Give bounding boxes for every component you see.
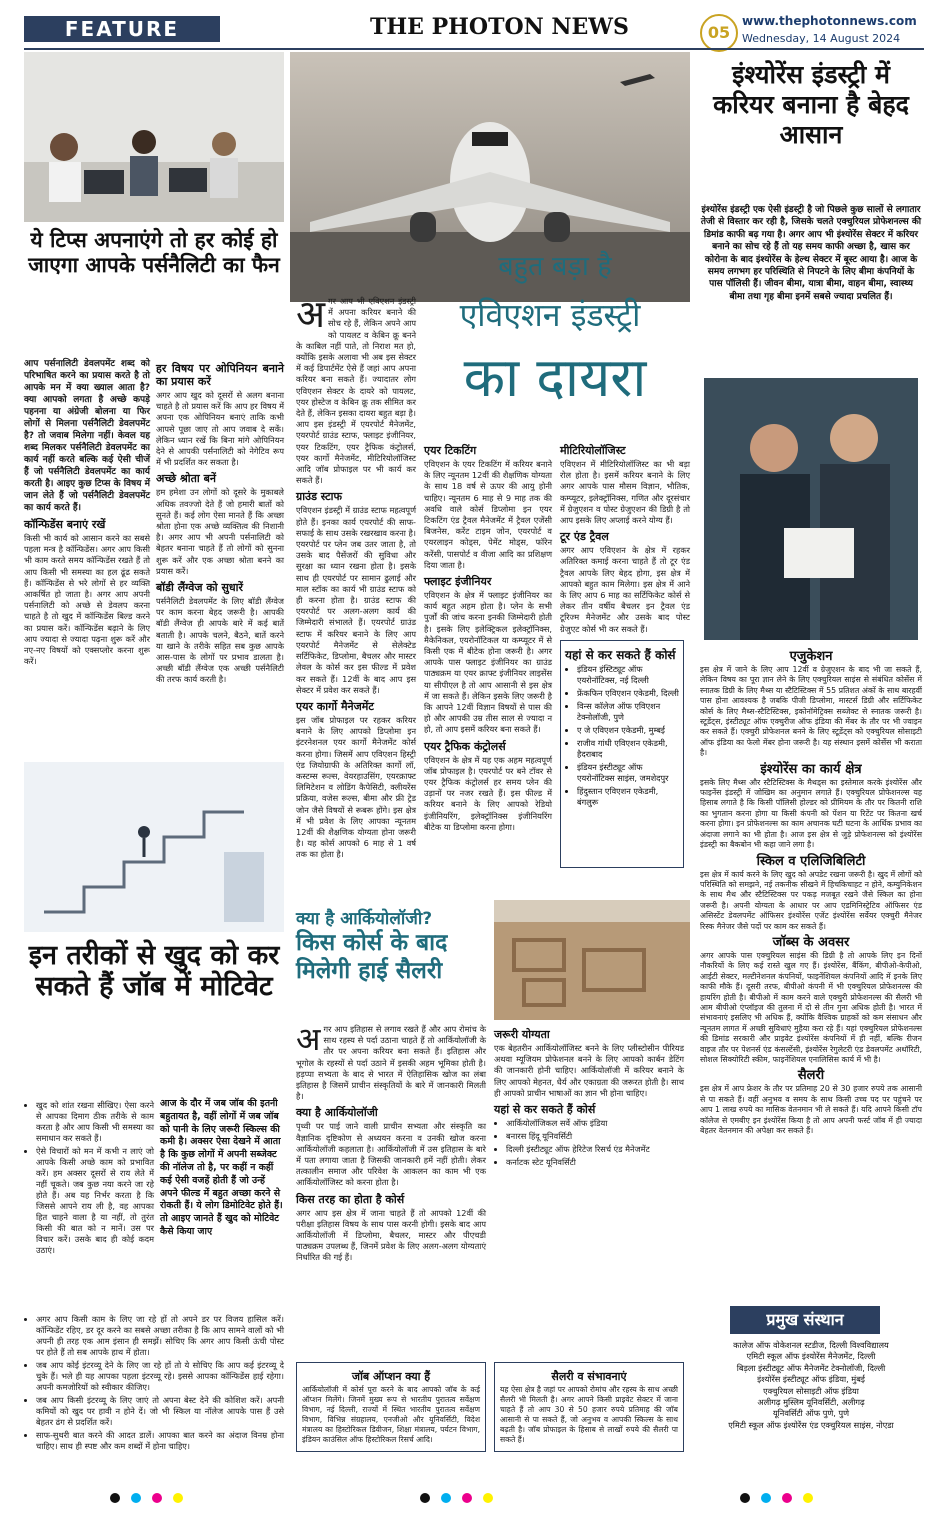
course-item: • इंडियन इंस्टिट्यूट ऑफ एयरोनॉटिक्स, नई दिल्ली	[577, 664, 679, 686]
jobs-heading: जॉब्स के अवसर	[772, 934, 850, 950]
work-text: इसके लिए मैथ्स और स्टैटिस्टिक्स के मैथड्स का इस्तेमाल करके इंश्योरेंस और फाइनेंस इंडस्ट्री में जोखिम का अनुमान लगाते हैं। एक्चुरियल प्रोफेशनल्स यह हिसाब लगाते है कि किसी पॉलिसी होल्डर को प्रीमियम के तौर पर कितनी राशि का भुगतान करना होगा या किसी कंपनी को पेंशन या रिटेंट पर कितना खर्च करना होगा। इन प्रोफेशनल्स का काम अचानक घटी घटना के आर्थिक प्रभाव का अंदाजा लगाने का भी होता है। आज इस क्षेत्र से जुड़े प्रोफेशनल्स को इंश्योरेंस इंडस्ट्री का बैकबोन भी कहा जाने लगा है।	[700, 777, 922, 850]
black-mark	[740, 1493, 750, 1503]
aviation-intro	[296, 292, 416, 486]
insurance-body	[700, 646, 922, 1136]
aviation-headline-3: का दायरा	[463, 346, 647, 409]
archaeology-col-1	[296, 1020, 486, 1267]
site-link[interactable]: www.thephotonnews.com	[742, 14, 917, 28]
registration-marks-center	[420, 1488, 499, 1507]
institute-item: यूनिवर्सिटी ऑफ पुणे, पुणे	[772, 1408, 850, 1419]
section-label: FEATURE	[24, 16, 220, 42]
stairs-illustration	[24, 762, 284, 932]
aviation-courses-title: यहां से कर सकते हैं कोर्स	[565, 648, 676, 662]
archaeology-elig-heading: जरूरी योग्यता	[494, 1028, 550, 1041]
yellow-mark	[483, 1493, 493, 1503]
masthead[interactable]: THE PHOTON NEWS	[370, 14, 629, 40]
atc-text: एविएशन के क्षेत्र में यह एक अहम महत्वपूर्ण जॉब प्रोफाइल है। एयरपोर्ट पर बने टॉवर से एयर ट्रैफिक कंट्रोलर्स हर समय प्लेन की उड़ानों पर नजर रखते हैं। इस फील्ड में करियर बनाने के लिए आपको रेडियो इंजीनियरिंग, इलेक्ट्रॉनिक्स इंजीनियरिंग बीटेक या डिप्लोमा करना होगा।	[424, 754, 552, 832]
personality-h3: अच्छे श्रोता बनें	[156, 472, 216, 486]
personality-headline: ये टिप्स अपनाएंगे तो हर कोई हो जाएगा आपके पर्सनैलिटी का फैन	[28, 228, 280, 277]
education-heading: एजुकेशन	[789, 649, 833, 664]
institutes-title: प्रमुख संस्थान	[730, 1306, 880, 1334]
magenta-mark	[462, 1493, 472, 1503]
stairs-icon	[24, 762, 284, 932]
meteorologist-heading: मीटिरियोलॉजिस्ट	[560, 444, 626, 457]
jobs-text: अगर आपके पास एक्चुरियल साइंस की डिग्री है तो आपके लिए इन दिनों नौकरियों के लिए कई रास्ते खुल गए हैं। इंश्योरेंस, बैंकिंग, बीपीओ-केपीओ, आईटी सेक्टर, मल्टीनेशनल कंपनियों, फाइनेंशियल कंपनियों आदि में इनके लिए काफी मौके हैं। दूसरी तरफ, बीपीओ कंपनी में भी एक्चुरियल प्रोफेशनल्स की हायरिंग होती है। बीपीओ में काम करने वाले एक्चुरी प्रोफेशनल्स की सैलरी भी आम बीपीओ एंप्लॉइज की तुलना में दो से तीन गुना अधिक होती है। भारत में संभावनाएं इसलिए भी अधिक हैं, क्योंकि वैश्विक ग्राहकों को कम संसाधन और न्यूनतम लागत में अच्छी सुविधाएं मुहैया करा रहे हैं। यहां एक्चुरियल प्रोफेशनल्स की डिमांड सरकारी और प्राइवेट इंश्योरेंस कंपनियों में ही नहीं, बल्कि रीजन वाइज तौर पर पेशनर्स एंड कंसल्टेंसी, इंश्योरेंस रेगुलेटरी एंड डेवलपमेंट अथॉरिटी, सोशल सिक्योरिटी स्कीम, फाइनेंशियल एनालिसिस कार्य में भी है।	[700, 950, 922, 1064]
personality-h2: हर विषय पर ओपिनियन बनाने का प्रयास करें	[156, 362, 284, 388]
skill-text: इस क्षेत्र में कार्य करने के लिए खुद को अपडेट रखना जरूरी है। खुद में लोगों को परिस्थिति को समझने, नई तकनीक सीखने में हिचकिचाहट न होने, कम्युनिकेशन के साथ मैथ और स्टैटिस्टिक्स पर पकड़ मजबूत रखने जैसे स्किल का होना जरूरी है। अपनी योग्यता के आधार पर आप एडमिनिस्ट्रेटिव ऑफिसर एंड असिस्टेंट डेवलपमेंट ऑफिसर इंश्योरेंस एजेंट इंश्योरेंस सर्वेयर एक्चुरी मैनेजर रिस्क मैनेजर जैसे पदों पर काम कर सकते हैं।	[700, 869, 922, 931]
motivate-quote: आज के दौर में जब जॉब की इतनी बहुतायत है, वहीं लोगों में जब जॉब को पानी के लिए जरूरी स्किल्स की कमी है। अक्सर ऐसा देखने में आता है कि कुछ लोगों में अपनी सब्जेक्ट की नॉलेज तो है, पर कहीं न कहीं कई ऐसी वजहें होती हैं जो उन्हें अपने फील्ड में बहुत अच्छा करने से रोकती हैं। ये लोग डिमोटिवेट होते हैं। तो आइए जानते हैं खुद को मोटिवेट कैसे किया जाए	[160, 1098, 283, 1237]
personality-h4: बॉडी लैंग्वेज को सुधारें	[156, 581, 244, 595]
archaeology-what-heading: क्या है आर्कियोलॉजी	[296, 1106, 378, 1120]
archaeology-salary-box	[494, 1362, 684, 1452]
archaeology-salary-title: सैलरी व संभावनाएं	[551, 1370, 627, 1383]
course-item: • फ्रेंकफिन एविएशन एकेडमी, दिल्ली	[577, 688, 679, 699]
institute-item: एमिटी स्कूल ऑफ इंश्योरेंस मैनेजमेंट, दिल्ली	[746, 1351, 876, 1362]
archaeology-inst-list	[506, 1118, 684, 1168]
institute-item: कालेज ऑफ वोकेशनल स्टडीज, दिल्ली विश्वविद्यालय	[733, 1340, 889, 1350]
ground-staff-heading: ग्राउंड स्टाफ	[296, 490, 342, 504]
tour-travel-heading: टूर एंड ट्रैवल	[560, 530, 609, 544]
cyan-mark	[761, 1493, 771, 1503]
cyan-mark	[441, 1493, 451, 1503]
personality-p2: अगर आप खुद को दूसरों से अलग बनाना चाहते है तो प्रयास करें कि आप हर विषय में अपना एक ओपिनियन बनाएं ताकि कभी आपसे पूछा जाए तो आप जवाब दे सकें। लेकिन ध्यान रखें कि बिना मांगे ओपिनियन देने से आपकी पर्सनालिटी को नेगेटिव रूप में भी प्रदर्शित कर सकता है।	[156, 390, 284, 468]
excavation-photo	[494, 900, 690, 1020]
archaeology-inst-item: • आर्कियोलॉजिकल सर्वे ऑफ इंडिया	[506, 1118, 684, 1129]
personality-col-1	[24, 358, 150, 670]
course-item: • विन्स कॉलेज ऑफ एविएशन टेक्नोलॉजी, पुणे	[577, 701, 679, 723]
cargo-text: इस जॉब प्रोफाइल पर रहकर करियर बनाने के लिए आपको डिप्लोमा इन इंटरनेशनल एयर कार्गो मैनेजमेंट कोर्स करना होगा। जिसमें आप एविएशन हिस्ट्री एंड जियोग्राफी के अतिरिक्त कार्गो लॉ, कस्टम्स रूल्स, वेयरहाउसिंग, एयरक्राफ्ट लिमिटेशन व लोडिंग कैपेसिटी, क्लीयरेंस प्रक्रिया, वजेस रूल्स, बीमा और फ्री ट्रेड जोन जैसे विषयों से रूबरू होंगे। इस क्षेत्र में भी प्रवेश के लिए आपका न्यूनतम 12वीं की शैक्षणिक योग्यता होना जरूरी है। यह कोर्स आपको 6 माह से 1 वर्ष तक का होता है।	[296, 714, 416, 860]
archaeology-col-2	[494, 1024, 684, 1170]
course-item: • राजीव गांधी एविएशन एकेडमी, हैदराबाद	[577, 738, 679, 760]
motivate-point: • खुद को शांत रखना सीखिए। ऐसा करने से आपका दिमाग ठीक तरीके से काम करता है और आप किसी भी समस्या का समाधान कर सकते हैं।	[36, 1100, 154, 1144]
archaeology-course-text: अगर आप इस क्षेत्र में जाना चाहते हैं तो आपको 12वीं की परीक्षा इतिहास विषय के साथ पास करनी होगी। इसके बाद आप आर्कियोलॉजी में डिप्लोमा, बैचलर, मास्टर और पीएचडी पाठ्यक्रम उपलब्ध हैं, जिनमें प्रवेश के लिए अलग-अलग योग्यताएं निर्धारित की गई हैं।	[296, 1207, 486, 1263]
atc-heading: एयर ट्रैफिक कंट्रोलर्स	[424, 739, 506, 753]
aviation-dropcap: अ	[296, 292, 326, 336]
archaeology-inst-item: • बनारस हिंदू यूनिवर्सिटी	[506, 1131, 684, 1142]
aviation-intro-text: गर आप भी एविएशन इंडस्ट्री में अपना करियर बनाने की सोच रहे हैं, लेकिन अपने आप को पायलट व केबिन क्रू बनने के काबिल नहीं पाते, तो निराश मत हो, क्योंकि इसके अलावा भी अब इस सेक्टर में कई डिपार्टमेंट ऐसे हैं जहां आप अपना करियर बना सकते हैं। ज्यादातर लोग एविएशन सेक्टर के दायरे को पायलट, एयर होस्टेज व केबिन क्रू तक सीमित कर देते हैं, लेकिन इसका दायरा बहुत बड़ा है। आप इस इंडस्ट्री में एयरपोर्ट मैनेजमेंट, एयरपोर्ट ग्राउंड स्टाफ, फ्लाइट इंजीनियर, एयर टिकटिंग, एयर ट्रैफिक कंट्रोलर्स, एयर कार्गो मैनेजमेंट, मीटिरियोलॉजिस्ट आदि जॉब प्रोफाइल पर भी कार्य कर सकते हैं।	[296, 296, 416, 486]
archaeology-jobs-title: जॉब ऑप्शन क्या हैं	[351, 1370, 431, 1383]
insurance-intro: इंश्योरेंस इंडस्ट्री एक ऐसी इंडस्ट्री है जो पिछले कुछ सालों से लगातार तेजी से विस्तार कर रही है, जिसके चलते एक्चुरियल प्रोफेशनल्स की डिमांड काफी बढ़ गया है। अगर आप भी इंश्योरेंस सेक्टर में करियर बनाने का सोच रहे हैं तो यह समय काफी अच्छा है, खास कर कोरोना के बाद इंश्योरेंस के हेल्थ सेक्टर में बूस्ट आया है। आज के समय लगभग हर परिस्थिति से निपटने के लिए बीमा कंपनियों के पास पॉलिसी हैं। जीवन बीमा, यात्रा बीमा, वाहन बीमा, स्वास्थ्य बीमा तथा गृह बीमा इनमें सबसे ज्यादा प्रचलित हैं।	[700, 205, 922, 302]
ground-staff-text: एविएशन इंडस्ट्री में ग्राउंड स्टाफ महत्वपूर्ण होते हैं। इनका कार्य एयरपोर्ट की साफ-सफाई के साथ उसके रखरखाव करना है। एयरपोर्ट पर प्लेन जब उतर जाता है, तो उसके बाद पैसेंजरों की सुविधा और सुरक्षा का ध्यान रखना होता है। इसके साथ ही एयरपोर्ट पर सामान ढुलाई और माल स्टॉक का कार्य भी ग्राउंड स्टाफ को ही करना होता है। ग्राउंड स्टाफ की एयरपोर्ट पर अलग-अलग कार्य की जिम्मेदारी संभालते हैं। एयरपोर्ट ग्राउंड स्टाफ में करियर बनाने के लिए आप एयरपोर्ट मैनेजमेंट से सेलेक्टेड सर्टिफिकेट, डिप्लोमा, बैचलर और मास्टर लेवल के कोर्स कर इस फील्ड में प्रवेश कर सकते हैं। 12वीं के बाद आप इस सेक्टर में प्रवेश कर सकते हैं।	[296, 505, 416, 695]
office-photo	[24, 52, 284, 222]
aviation-headline-1: बहुत बड़ा है	[498, 251, 612, 282]
motivate-points-2	[36, 1314, 284, 1452]
yellow-mark	[173, 1493, 183, 1503]
work-heading: इंश्योरेंस का कार्य क्षेत्र	[760, 761, 862, 777]
personality-col-2	[156, 358, 284, 689]
aviation-courses-list	[577, 664, 679, 808]
aviation-courses-box	[560, 640, 684, 868]
excavation-illustration	[494, 900, 690, 1020]
motivate-col-1	[24, 1098, 154, 1258]
businessmen-illustration	[704, 378, 918, 640]
tour-travel-text: अगर आप एविएशन के क्षेत्र में रहकर अतिरिक्त कमाई करना चाहते हैं तो टूर एंड ट्रैवल आपके लिए बेहद होगा, इस क्षेत्र में आपको बहुत काम मिलेगा। इस क्षेत्र में आने के लिए आप 6 माह का सर्टिफिकेट कोर्स से लेकर तीन वर्षीय बैचलर इन ट्रैवल एंड टूरिज्म मैनेजमेंट और उसके बाद पोस्ट ग्रेजुएट कोर्स भी कर सकते हैं।	[560, 545, 690, 634]
page-number: 05	[700, 14, 738, 52]
black-mark	[110, 1493, 120, 1503]
office-illustration	[24, 52, 284, 222]
personality-p4: पर्सनैलिटी डेवलपमेंट के लिए बॉडी लैंग्वेज पर काम करना बेहद जरूरी है। आपकी बॉडी लैंग्वेज ही आपके बारे में कई बातें बताती है। आपके चलने, बैठने, बातें करने या खाने के तरीके सहित सब कुछ आपके आस-पास के लोगों पर प्रभाव डालता है। अच्छी बॉडी लैंग्वेज एक अच्छी पर्सनैलिटी की तरफ कार्य करती है।	[156, 596, 284, 685]
institute-item: अलीगढ़ मुस्लिम यूनिवर्सिटी, अलीगढ़	[757, 1397, 865, 1408]
archaeology-headline: किस कोर्स के बाद मिलेगी हाई सैलरी	[296, 930, 448, 984]
institute-item: एमिटी स्कूल ऑफ इंश्योरेंस एंड एक्चुरियल साइंस, नोएडा	[728, 1419, 894, 1430]
motivate-point: • जब आप कोई इंटरव्यू देने के लिए जा रहे हों तो ये सोचिए कि आप कई इंटरव्यू दे चुके हैं। भले ही यह आपका पहला इंटरव्यू रहे। इससे आपका कॉन्फिडेंस हाई रहेगा। अपनी कमजोरियों को स्वीकार कीजिए।	[36, 1360, 284, 1393]
header-rule	[24, 48, 924, 50]
motivate-headline: इन तरीकों से खुद को कर सकते हैं जॉब में मोटिवेट	[28, 940, 280, 1003]
businessmen-photo	[704, 378, 918, 640]
motivate-point: • ऐसे विचारों को मन में कभी न लाएं जो आपके किसी अच्छे काम को प्रभावित करें। हम अक्सर दूसरों से राय लेते में नहीं चूकते। जब कुछ नया करने जा रहे होते हैं। अब यह निर्भर करता है कि जिससे आपने राय ली है, वह आपका हित चाहने वाला है या नहीं, तो तुरंत किसी की बात को न मानें। उस पर विचार करें। उसके बाद ही कोई कदम उठाएं।	[36, 1146, 154, 1256]
personality-p1: किसी भी कार्य को आसान करने का सबसे पहला मन्त्र है कॉन्फिडेंस। अगर आप किसी भी काम करते समय कॉन्फिडेंस रखते हैं तो आप किसी भी समस्या का हल ढूंढ सकते हैं। कॉन्फिडेंस से भरे लोगों से हर व्यक्ति आकर्षित हो जाता है। अगर आप अपनी पर्सनालिटी को अच्छे से डेवलप करना चाहते है तो खुद में कॉन्फिडेंस बिल्ड करने का प्रयास करें। कॉन्फिडेंस बढ़ाने के लिए आप ज्यादा से ज्यादा पढ़ना शुरू करें और नए-नए विषयों को एक्सप्लोर करना शुरू करें।	[24, 533, 150, 667]
motivate-point: • साफ-सुथरी बात करने की आदत डालें। आपका बात करने का अंदाज विनम्र होना चाहिए। साथ ही स्पष्ट और कम शब्दों में होना चाहिए।	[36, 1430, 284, 1452]
aviation-col-2	[424, 440, 552, 836]
ticketing-text: एविएशन के एयर टिकटिंग में करियर बनाने के लिए न्यूनतम 12वीं की शैक्षणिक योग्यता के साथ 18 वर्ष से ऊपर की आयु होनी चाहिए। न्यूनतम 6 माह से 9 माह तक की अवधि वाले कोर्स डिप्लोमा इन एयर टिकटिंग एंड ट्रैवल मैनेजमेंट में ट्रैवल एजेंसी बिजनेस, करेंट टाइम जोन, एयरपोर्ट व एयरलाइन कोड्स, पेमेंट मोड्स, फॉरेन करेंसी, पासपोर्ट व वीजा आदि का प्रशिक्षण दिया जाता है।	[424, 459, 552, 570]
archaeology-inst-item: • कर्नाटक स्टेट यूनिवर्सिटी	[506, 1157, 684, 1168]
magenta-mark	[782, 1493, 792, 1503]
archaeology-what-text: पृथ्वी पर पाई जाने वाली प्राचीन सभ्यता और संस्कृति का वैज्ञानिक दृष्टिकोण से अध्ययन करना व उनकी खोज करना आर्कियोलॉजी कहलाता है। आर्कियोलॉजी में उस इतिहास के बारे में पता लगाया जाता है जिसकी जानकारी हमें नहीं होती। लेकर तत्कालीन समाज और परिवेश के आकलन का काम भी एक आर्कियोलॉजिस्ट को करना होता है।	[296, 1121, 486, 1188]
registration-marks	[110, 1488, 189, 1507]
aviation-headline-2: एविएशन इंडस्ट्री	[459, 296, 641, 334]
motivate-point: • अगर आप किसी काम के लिए जा रहे हों तो अपने डर पर विजय हासिल करें। कॉन्फिडेंट रहिए, डर दूर करने का सबसे अच्छा तरीका है कि आप सामने वालों को भी अपनी ही तरह एक आम इंसान ही समझें। सोचिए कि अगर आप किसी ऊंची पोस्ट पर होते हैं तो सब आपके हाथ में होता।	[36, 1314, 284, 1358]
institutes-list	[700, 1340, 922, 1431]
course-item: • इंडियन इंस्टीट्यूट ऑफ एयरोनॉटिक्स साइंस, जमशेदपुर	[577, 762, 679, 784]
archaeology-kicker: क्या है आर्कियोलॉजी?	[296, 909, 433, 929]
motivate-points	[36, 1100, 154, 1256]
course-item: • ए जे एविएशन एकेडमी, मुम्बई	[577, 725, 679, 736]
archaeology-jobs-text: आर्कियोलॉजी में कोर्स पूरा करने के बाद आपको जॉब के कई ऑप्शन मिलेंगे। जिनमें मुख्य रूप से भारतीय पुरातत्व सर्वेक्षण विभाग, नई दिल्ली, राज्यों में स्थित भारतीय पुरातत्व सर्वेक्षण विभाग, विभिन्न संग्रहालय, एनजीओ और यूनिवर्सिटी, विदेश मंत्रालय का हिस्टोरिकल डिवीजन, शिक्षा मंत्रालय, पर्यटन विभाग, इंडियन काउंसिल ऑफ हिस्टोरिकल रिसर्च आदि।	[302, 1385, 480, 1444]
salary-heading: सैलरी	[797, 1068, 825, 1084]
insurance-headline: इंश्योरेंस इंडस्ट्री में करियर बनाना है बेहद आसान	[713, 60, 909, 149]
cargo-heading: एयर कार्गो मैनेजमेंट	[296, 699, 374, 713]
salary-text: इस क्षेत्र में आप फ्रेशर के तौर पर प्रतिमाह 20 से 30 हजार रुपये तक आसानी से पा सकते हैं। वहीं अनुभव व समय के साथ किसी उच्च पद पर पहुंचने पर आप 1 लाख रुपये का मासिक वेतनमान भी ले सकते हैं। यदि आपने किसी टॉप कॉलेज से एमबीए इन इंश्योरेंस किया है तो आप अपनी फर्स्ट जॉब में ही ज्यादा बेहतर वेतनमान की अपेक्षा कर सकते हैं।	[700, 1084, 922, 1136]
archaeology-course-heading: किस तरह का होता है कोर्स	[296, 1192, 405, 1206]
aviation-col-1	[296, 292, 416, 864]
skill-heading: स्किल व एलिजिबिलिटी	[756, 853, 866, 869]
cyan-mark	[131, 1493, 141, 1503]
motivate-col-2	[24, 1312, 284, 1454]
flight-engineer-text: एविएशन के क्षेत्र में फ्लाइट इंजीनियर का कार्य बहुत अहम होता है। प्लेन के सभी पुर्जों की जांच करना इनकी जिम्मेदारी होती है। इसके लिए इलेक्ट्रिकल इलेक्ट्रॉनिक्स, मैकेनिकल, एयरोनॉटिकल या कम्प्यूटर में से किसी एक में बीटेक होना जरूरी है। अगर आपके पास फ्लाइट इंजीनियर का ग्राउंड पाठ्यक्रम या एयर क्राफ्ट इंजीनियर लाइसेंस या सीपीएल है तो आप आसानी से इस क्षेत्र में जा सकते हैं। लेकिन इसके लिए जरूरी है कि आपने 12वीं विज्ञान विषयों से पास की हो और आपकी उम्र तीस साल से ज्यादा न हो, तो आप इसमें करियर बना सकते हैं।	[424, 590, 552, 735]
archaeology-jobs-box	[296, 1362, 486, 1452]
magenta-mark	[152, 1493, 162, 1503]
archaeology-inst-item: • दिल्ली इंस्टीट्यूट ऑफ हेरिटेज रिसर्च एंड मैनेजमेंट	[506, 1144, 684, 1155]
archaeology-inst-title: यहां से कर सकते हैं कोर्स	[494, 1103, 596, 1117]
personality-p3: हम हमेशा उन लोगों को दूसरे के मुकाबले अधिक तवज्जो देते हैं जो हमारी बातों को सुनते हैं। कई लोग ऐसा मानते हैं कि अच्छा श्रोता होना एक अच्छे व्यक्तित्व की निशानी है। अगर आप भी अपनी पर्सनालिटी को बेहतर बनाना चाहते हैं तो लोगों को सुनना शुरू करें और एक अच्छा श्रोता बनने का प्रयास करें।	[156, 487, 284, 576]
personality-h1: कॉन्फिडेंस बनाएं रखें	[24, 518, 106, 531]
institute-item: बिड़ला इंस्टीट्यूट ऑफ मैनेजमेंट टेक्नोलॉजी, दिल्ली	[736, 1362, 886, 1373]
black-mark	[420, 1493, 430, 1503]
institute-item: एक्चुरियल सोसाइटी ऑफ इंडिया	[763, 1385, 859, 1396]
personality-intro: आप पर्सनालिटी डेवलपमेंट शब्द को परिभाषित करने का प्रयास करते है तो आपके मन में क्या ख्याल आता है? क्या आपको लगता है अच्छे कपड़े पहनना या अंग्रेजी बोलना या फिर लोगों से मिलना पर्सनैलिटी डेवलपमेंट है? तो जवाब मिलेगा नहीं। केवल यह शब्द मिलकर पर्सनैलिटी डेवलपमेंट का कार्य नहीं करते बल्कि कई ऐसी चीजें हैं जो पर्सनैलिटी डेवलपमेंट का कार्य करती है। आइए कुछ टिप्स के विषय में जान लेते हैं जो पर्सनैलिटी डेवलपमेंट का कार्य करते हैं।	[24, 359, 150, 513]
archaeology-intro-text: गर आप इतिहास से लगाव रखते हैं और आप रोमांच के साथ रहस्य से पर्दा उठाना चाहते हैं तो आर्कियोलॉजी के तौर पर अपना करियर बना सकते हैं। इतिहास और भूगोल के रहस्यों से पर्दा उठाने में इसकी अहम भूमिका होती है। हड़प्पा सभ्यता के बाद से भारत में ऐतिहासिक खोज का लंबा इतिहास है जिसमें प्राचीन संस्कृतियों के बारे में जानकारी मिलती है।	[296, 1024, 486, 1102]
yellow-mark	[803, 1493, 813, 1503]
archaeology-dropcap: अ	[296, 1020, 321, 1058]
education-text: इस क्षेत्र में जाने के लिए आप 12वीं व ग्रेजुएशन के बाद भी जा सकते हैं, लेकिन विषय का पूरा ज्ञान लेने के लिए एक्चुरियल साइंस से संबंधित कोर्सेस में स्नातक डिग्री के लिए मैथ्स या स्टैटिस्टिक्स में 55 प्रतिशत अंकों के साथ बारहवीं पास होना आवश्यक है जबकि पीजी डिप्लोमा, मास्टर्स डिग्री और सर्टिफिकेट कोर्स के लिए मैथ्स-स्टैटिस्टिक्स, इकोनॉमेट्रिक्स सब्जेक्ट से स्नातक जरूरी है। स्टूडेंट्स, इंस्टीट्यूट ऑफ एक्चुरीज ऑफ इंडिया की मेंबर के तौर पर भी ज्वाइन कर सकते हैं। एक्चुरी प्रोफेशनल बनने के लिए स्टूडेंट्स को एक्चुरियल सोसाइटी ऑफ इंडिया का फेलो मेंबर होना जरूरी है। यह संस्थान इसमें कोर्सेस भी कराता है।	[700, 665, 922, 758]
flight-engineer-heading: फ्लाइट इंजीनियर	[424, 575, 492, 589]
meteorologist-text: एविएशन में मीटिरियोलॉजिस्ट का भी बड़ा रोल होता है। इसमें करियर बनाने के लिए अगर आपके पास मौसम विज्ञान, भौतिक, कम्प्यूटर, इलेक्ट्रॉनिक्स, गणित और दूरसंचार में ग्रेजुएशन व पोस्ट ग्रेजुएशन की डिग्री है तो आप इसके लिए अप्लाई करने योग्य हैं।	[560, 459, 690, 526]
archaeology-elig-text: एक बेहतरीन आर्कियोलॉजिस्ट बनने के लिए प्लीस्टोसीन पीरियड अथवा म्यूजियम प्रोफेशनल बनने के लिए आपको कार्बन डेटिंग की जानकारी होनी चाहिए। आर्कियोलॉजी में करियर बनाने के लिए आपको मेहनत, धैर्य और एकाग्रता की जरूरत होती है। साथ ही आपको प्राचीन भाषाओं का ज्ञान भी होना चाहिए।	[494, 1043, 684, 1098]
archaeology-salary-text: यह ऐसा क्षेत्र है जहां पर आपको रोमांच और रहस्य के साथ अच्छी सैलरी भी मिलती है। अगर आपने किसी प्राइवेट सेक्टर में जाना चाहते हैं तो आप 30 से 50 हजार रुपये प्रतिमाह की जॉब आसानी से पा सकते हैं, जो अनुभव व आपकी स्किल्स के साथ बढ़ती है। जॉब प्रोफाइल के हिसाब से लाखों रुपये की सैलरी पा सकते हैं।	[500, 1385, 678, 1444]
course-item: • हिंदुस्तान एविएशन एकेडमी, बंगलुरू	[577, 786, 679, 808]
registration-marks-right	[740, 1488, 819, 1507]
ticketing-heading: एयर टिकटिंग	[424, 444, 477, 457]
issue-date: Wednesday, 14 August 2024	[742, 32, 901, 45]
institute-item: इंश्योरेंस इंस्टीट्यूट ऑफ इंडिया, मुंबई	[757, 1374, 865, 1385]
aviation-col-3	[560, 440, 690, 638]
motivate-point: • जब आप किसी इंटरव्यू के लिए जाएं तो अपना बेस्ट देने की कोशिश करें। अपनी कमियों को खुद पर हावी न होने दें। जो भी स्किल या नॉलेज आपके पास हैं उसे बेहतर ढंग से प्रदर्शित करें।	[36, 1395, 284, 1428]
archaeology-intro	[296, 1020, 486, 1102]
